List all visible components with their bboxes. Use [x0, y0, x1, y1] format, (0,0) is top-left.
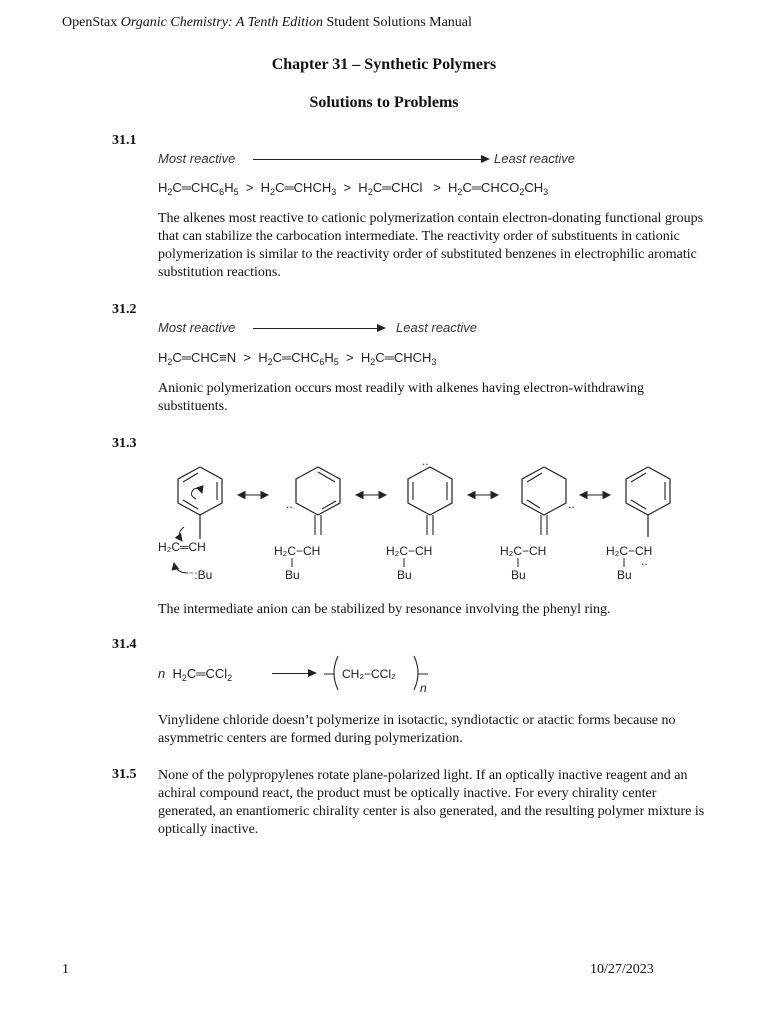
gt-5: > — [346, 350, 354, 365]
polymer-product-bracket — [320, 652, 440, 694]
header-book-title: Organic Chemistry: A Tenth Edition — [120, 15, 323, 30]
most-reactive-label-1: Most reactive — [158, 151, 236, 166]
compound-propene: $H_2C═CHCH_3$ — [260, 180, 337, 197]
svg-text:..: .. — [568, 497, 575, 511]
problem-number-31-5: 31.5 — [112, 767, 137, 782]
reactivity-arrow-1 — [253, 159, 481, 160]
compound-acrylonitrile: $H_2C═CHC\equiv N$ — [158, 350, 237, 367]
resonance-structure-2 — [274, 467, 340, 582]
least-reactive-label-2: Least reactive — [396, 320, 477, 335]
label-h2c-ch-2: H₂C−CH — [274, 544, 321, 558]
problem-number-31-4: 31.4 — [112, 637, 137, 652]
label-bu-3: Bu — [397, 568, 412, 582]
resonance-structure-5 — [606, 467, 670, 582]
header-prefix: OpenStax — [62, 15, 121, 30]
svg-text:..: .. — [422, 455, 429, 468]
running-header — [62, 15, 472, 31]
resonance-structure-1 — [158, 467, 222, 582]
gt-4: > — [243, 350, 251, 365]
resonance-structures-diagram — [150, 455, 690, 590]
gt-1: > — [245, 180, 254, 195]
reaction-31-4-reactant: n $H_2C═CCl_2$ — [158, 666, 233, 683]
polymer-subscript-n: n — [420, 681, 427, 694]
most-reactive-label-2: Most reactive — [158, 320, 236, 335]
resonance-structure-3 — [386, 455, 452, 582]
problem-31-5-text: None of the polypropylenes rotate plane-polarized light. If an optically inactive reagent and an achiral compound react, the product must be optically inactive. For every chirality center generated, an enantiomeric chirality center is also generated, and the resulting polymer mixture is optically inactive. — [158, 768, 705, 837]
resonance-structure-4 — [500, 467, 575, 582]
section-title: Solutions to Problems — [309, 94, 459, 111]
compound-vinyl-chloride: $H_2C═CHCl$ — [358, 180, 423, 197]
problem-31-2-text: Anionic polymerization occurs most readily with alkenes having electron-withdrawing substituents. — [158, 381, 644, 414]
arrowhead-2 — [377, 324, 386, 332]
chapter-title: Chapter 31 – Synthetic Polymers — [271, 56, 497, 73]
header-suffix: Student Solutions Manual — [322, 15, 472, 30]
reactivity-sequence-2 — [158, 350, 436, 365]
problem-31-4-text: Vinylidene chloride doesn’t polymerize in isotactic, syndiotactic or atactic forms because no asymmetric centers are formed during polymerization. — [158, 713, 676, 746]
problem-number-31-3: 31.3 — [112, 436, 137, 451]
reaction-arrow-31-4 — [272, 673, 310, 674]
label-h2c-ch-1: H₂C═CH — [158, 540, 206, 554]
footer-date: 10/27/2023 — [590, 962, 654, 977]
product-repeat-unit: CH₂−CCl₂ — [342, 667, 396, 681]
problem-31-3-text: The intermediate anion can be stabilized by resonance involving the phenyl ring. — [158, 602, 611, 617]
compound-styrene-2: $H_2C═CHC_6H_5$ — [258, 350, 339, 367]
problem-number-31-2: 31.2 — [112, 302, 137, 317]
problem-31-1-text: The alkenes most reactive to cationic polymerization contain electron-donating functional groups that can stabilize the carbocation intermediate. The reactivity order of substituents in cationic polymerization is similar to the reactivity order of substituted benzenes in electrophilic aromatic substitution reactions. — [158, 211, 704, 280]
label-bu-2: Bu — [285, 568, 300, 582]
label-h2c-ch-4: H₂C−CH — [500, 544, 547, 558]
gt-2: > — [343, 180, 352, 195]
reactivity-sequence-1 — [158, 180, 548, 195]
least-reactive-label-1: Least reactive — [494, 151, 575, 166]
svg-text:..: .. — [641, 554, 648, 568]
label-bu-4: Bu — [511, 568, 526, 582]
reaction-arrowhead-31-4 — [308, 669, 317, 677]
reactivity-arrow-2 — [253, 328, 377, 329]
svg-text:..: .. — [286, 497, 293, 511]
label-nuc-bu: ⁻:Bu — [188, 568, 213, 582]
label-h2c-ch-3: H₂C−CH — [386, 544, 433, 558]
label-bu-5: Bu — [617, 568, 632, 582]
compound-propene-2: $H_2C═CHCH_3$ — [360, 350, 437, 367]
gt-3: > — [433, 180, 441, 195]
label-h2c-ch-5: H₂C−CH — [606, 544, 653, 558]
compound-styrene: $H_2C═CHC_6H_5$ — [158, 180, 239, 197]
arrowhead-1 — [481, 155, 490, 163]
page-number: 1 — [62, 962, 69, 977]
problem-number-31-1: 31.1 — [112, 133, 137, 148]
compound-methyl-acrylate: $H_2C═CHCO_2CH_3$ — [448, 180, 549, 197]
